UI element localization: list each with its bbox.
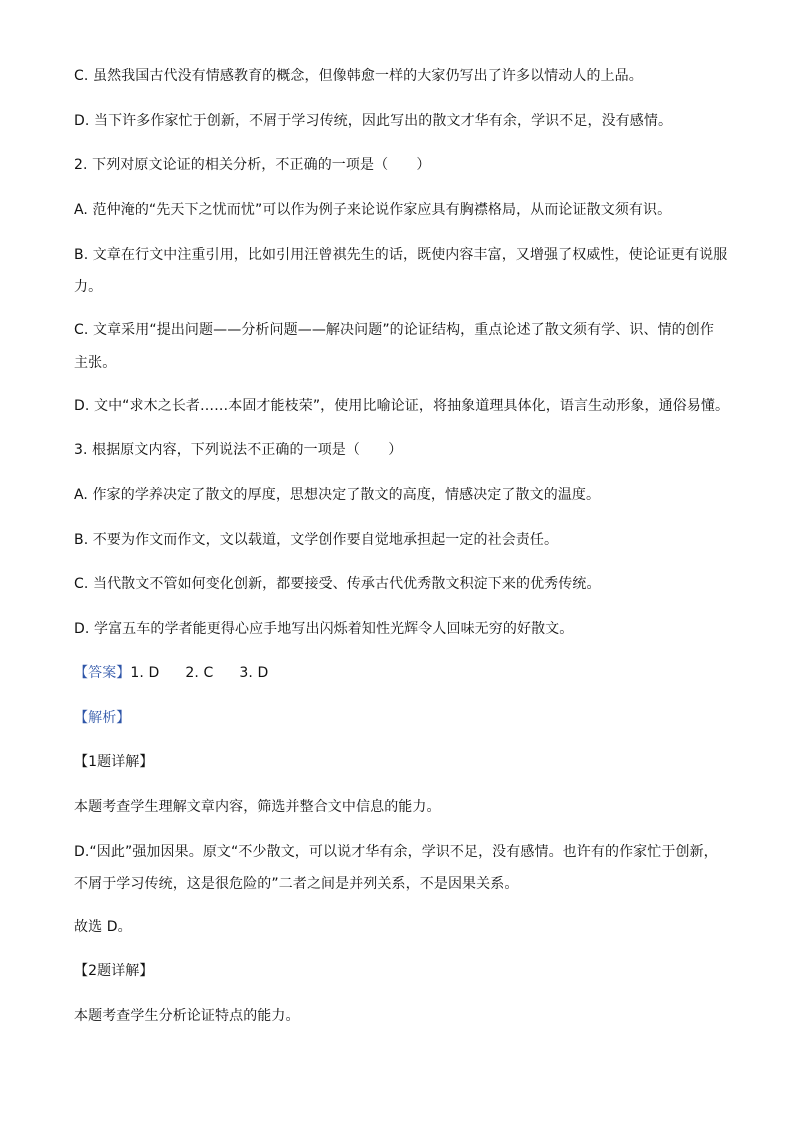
option-2c-line2: 主张。 <box>74 355 117 371</box>
question-2: 2. 下列对原文论证的相关分析，不正确的一项是（ ） <box>74 157 431 173</box>
analysis-label: 【解析】 <box>74 710 131 726</box>
q1-explanation-line2: 不屑于学习传统，这是很危险的”二者之间是并列关系，不是因果关系。 <box>74 876 519 892</box>
answer-item-3: 3. D <box>239 665 269 681</box>
q2-detail-label: 【2题详解】 <box>74 963 154 979</box>
answer-item-1: 1. D <box>130 665 160 681</box>
option-2c-line1: C. 文章采用“提出问题——分析问题——解决问题”的论证结构，重点论述了散文须有学、识、情的创作 <box>74 322 714 338</box>
question-3: 3. 根据原文内容，下列说法不正确的一项是（ ） <box>74 442 403 458</box>
q2-summary: 本题考查学生分析论证特点的能力。 <box>74 1008 300 1024</box>
option-3a: A. 作家的学养决定了散文的厚度，思想决定了散文的高度，情感决定了散文的温度。 <box>74 487 601 503</box>
option-2b-line1: B. 文章在行文中注重引用，比如引用汪曾祺先生的话，既使内容丰富，又增强了权威性，使论证更有说服 <box>74 247 728 263</box>
answer-item-2: 2. C <box>185 665 214 681</box>
q1-detail-label: 【1题详解】 <box>74 754 154 770</box>
option-3b: B. 不要为作文而作文，文以载道，文学创作要自觉地承担起一定的社会责任。 <box>74 532 559 548</box>
option-1d: D. 当下许多作家忙于创新，不屑于学习传统，因此写出的散文才华有余，学识不足，没有感情。 <box>74 113 673 129</box>
option-1c: C. 虽然我国古代没有情感教育的概念，但像韩愈一样的大家仍写出了许多以情动人的上品。 <box>74 68 643 84</box>
answer-label: 【答案】 <box>74 665 131 681</box>
q1-summary: 本题考查学生理解文章内容，筛选并整合文中信息的能力。 <box>74 799 441 815</box>
option-2a: A. 范仲淹的“先天下之忧而忧”可以作为例子来论说作家应具有胸襟格局，从而论证散文须有识。 <box>74 202 672 218</box>
option-3d: D. 学富五车的学者能更得心应手地写出闪烁着知性光辉令人回味无穷的好散文。 <box>74 621 574 637</box>
option-2d: D. 文中“求木之长者……本固才能枝荣”，使用比喻论证，将抽象道理具体化，语言生动形象，通俗易懂。 <box>74 398 730 414</box>
answer-row <box>74 663 734 683</box>
option-3c: C. 当代散文不管如何变化创新，都要接受、传承古代优秀散文积淀下来的优秀传统。 <box>74 576 601 592</box>
option-2b-line2: 力。 <box>74 279 103 295</box>
q1-explanation-line1: D.“因此”强加因果。原文“不少散文，可以说才华有余，学识不足，没有感情。也许有的作家忙于创新， <box>74 844 718 860</box>
q1-conclusion: 故选 D。 <box>74 919 132 935</box>
